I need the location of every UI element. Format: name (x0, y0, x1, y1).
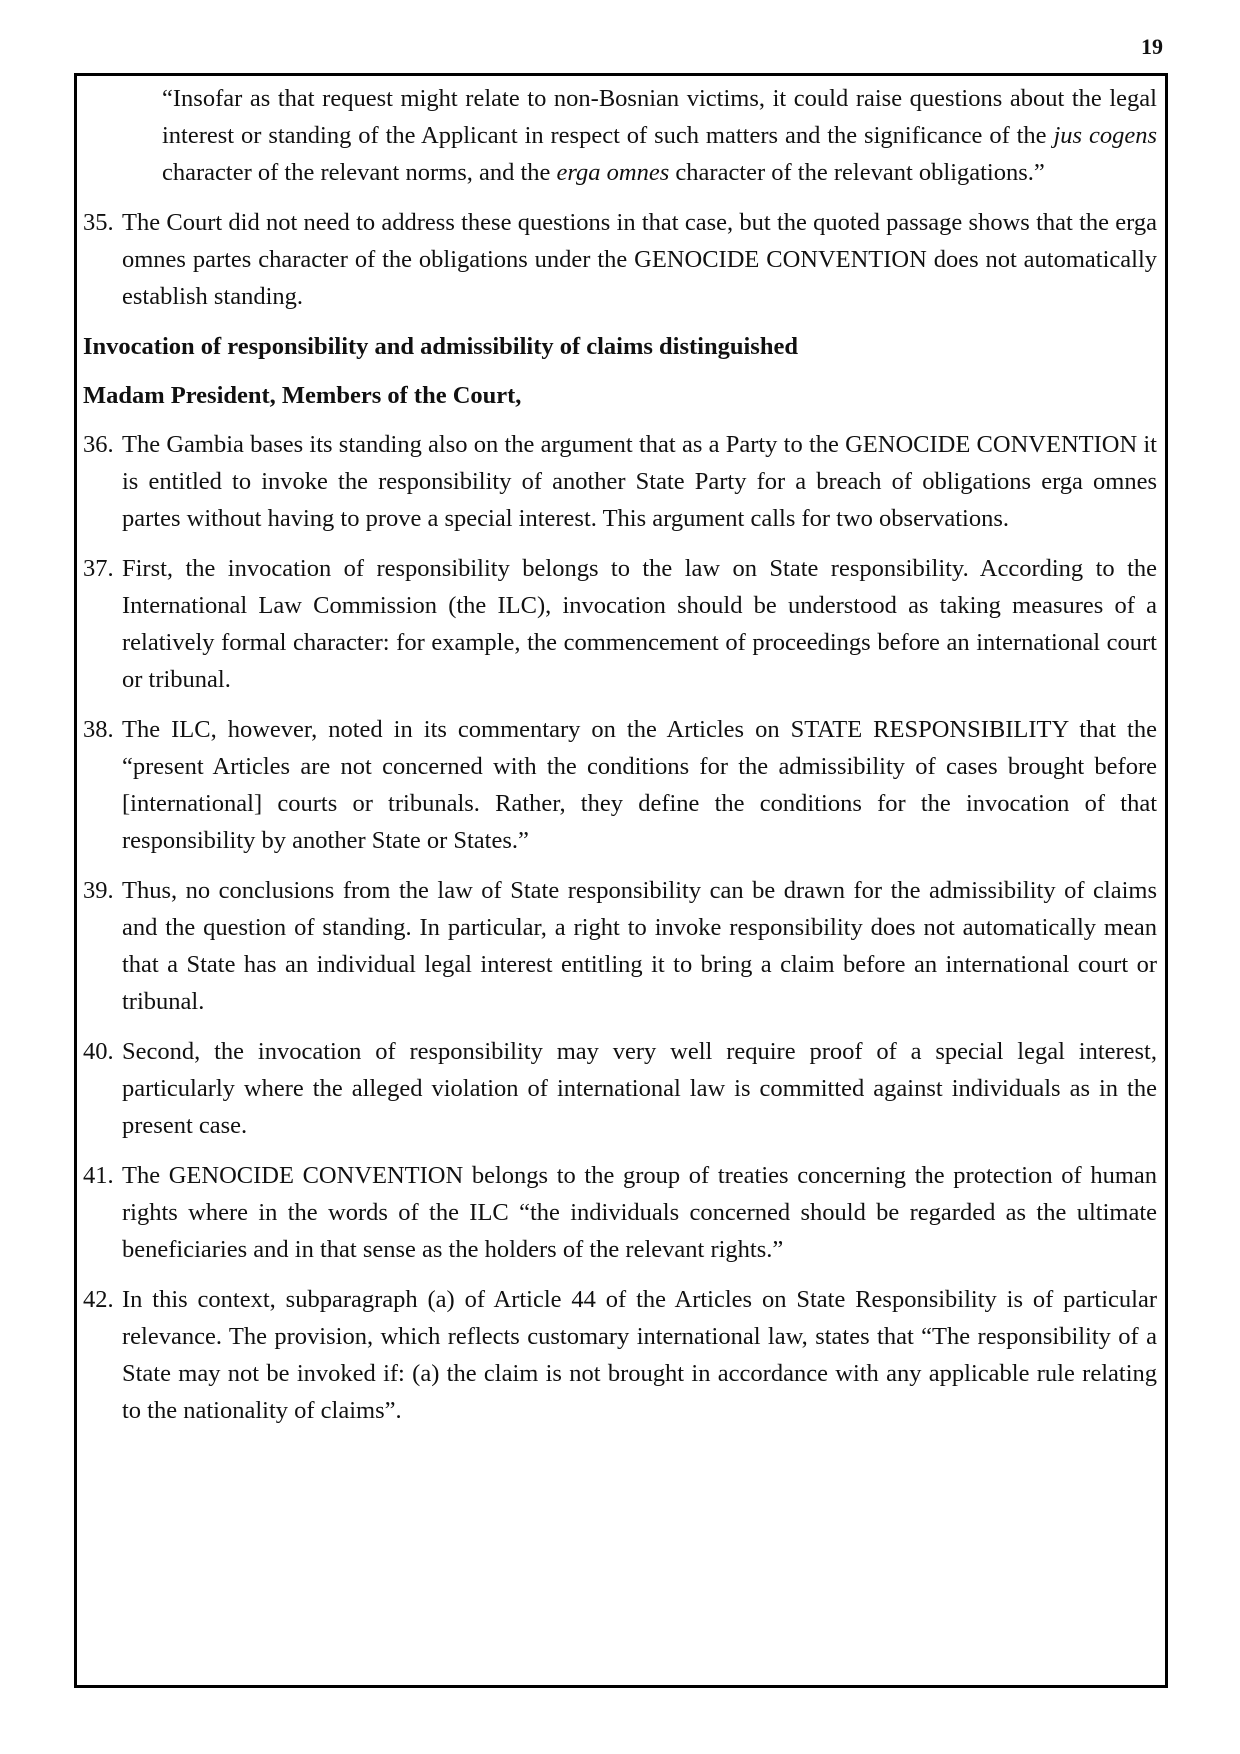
paragraph-42 (83, 1281, 1157, 1429)
address-heading: Madam President, Members of the Court, (83, 382, 522, 409)
paragraph-number: 42. (83, 1286, 114, 1313)
paragraph-40 (83, 1033, 1157, 1144)
paragraph-text: The Gambia bases its standing also on the argument that as a Party to the GENOCIDE CONVENTION it is entitled to invoke the responsibility of another State Party for a breach of obligations erga omnes partes without having to prove a special interest. This argument calls for two observations. (122, 431, 1157, 532)
paragraph-text: Thus, no conclusions from the law of State responsibility can be drawn for the admissibility of claims and the question of standing. In particular, a right to invoke responsibility does not automatically mean that a State has an individual legal interest entitling it to bring a claim before an international court or tribunal. (122, 877, 1157, 1015)
paragraph-number: 36. (83, 431, 114, 458)
section-heading: Invocation of responsibility and admissibility of claims distinguished (83, 333, 798, 360)
paragraph-36 (83, 426, 1157, 537)
quote-text-2: character of the relevant norms, and the (162, 159, 557, 186)
quote-italic-jus-cogens: jus cogens (1053, 122, 1157, 149)
block-quote (83, 80, 1157, 191)
paragraph-number: 39. (83, 877, 114, 904)
page-content (83, 80, 1157, 1442)
paragraph-number: 37. (83, 555, 114, 582)
paragraph-number: 38. (83, 716, 114, 743)
paragraph-39 (83, 872, 1157, 1020)
paragraph-37 (83, 550, 1157, 698)
paragraph-38 (83, 711, 1157, 859)
paragraph-text: The ILC, however, noted in its commentary on the Articles on STATE RESPONSIBILITY that the “present Articles are not concerned with the conditions for the admissibility of cases brought before [international] courts or tribunals. Rather, they define the conditions for the invocation of that responsibility by another State or States.” (122, 716, 1157, 854)
page-number: 19 (1141, 34, 1163, 59)
paragraph-text: The GENOCIDE CONVENTION belongs to the group of treaties concerning the protection of human rights where in the words of the ILC “the individuals concerned should be regarded as the ultimate beneficiaries and in that sense as the holders of the relevant rights.” (122, 1162, 1157, 1263)
paragraph-35 (83, 204, 1157, 315)
quote-italic-erga-omnes: erga omnes (556, 159, 670, 186)
paragraph-number: 40. (83, 1038, 114, 1065)
paragraph-text: The Court did not need to address these questions in that case, but the quoted passage shows that the erga omnes partes character of the obligations under the GENOCIDE CONVENTION does not automatically establish standing. (122, 209, 1157, 310)
quote-text-1: “Insofar as that request might relate to non-Bosnian victims, it could raise questions about the legal interest or standing of the Applicant in respect of such matters and the significance of the (162, 85, 1157, 149)
paragraph-text: In this context, subparagraph (a) of Article 44 of the Articles on State Responsibility is of particular relevance. The provision, which reflects customary international law, states that “The responsibility of a State may not be invoked if: (a) the claim is not brought in accordance with any applicable rule relating to the nationality of claims”. (122, 1286, 1157, 1424)
paragraph-number: 35. (83, 209, 114, 236)
paragraph-number: 41. (83, 1162, 114, 1189)
paragraph-41 (83, 1157, 1157, 1268)
quote-text-3: character of the relevant obligations.” (669, 159, 1045, 186)
paragraph-text: First, the invocation of responsibility belongs to the law on State responsibility. According to the International Law Commission (the ILC), invocation should be understood as taking measures of a relatively formal character: for example, the commencement of proceedings before an international court or tribunal. (122, 555, 1157, 693)
text-frame (74, 73, 1168, 1688)
paragraph-text: Second, the invocation of responsibility may very well require proof of a special legal interest, particularly where the alleged violation of international law is committed against individuals as in the present case. (122, 1038, 1157, 1139)
